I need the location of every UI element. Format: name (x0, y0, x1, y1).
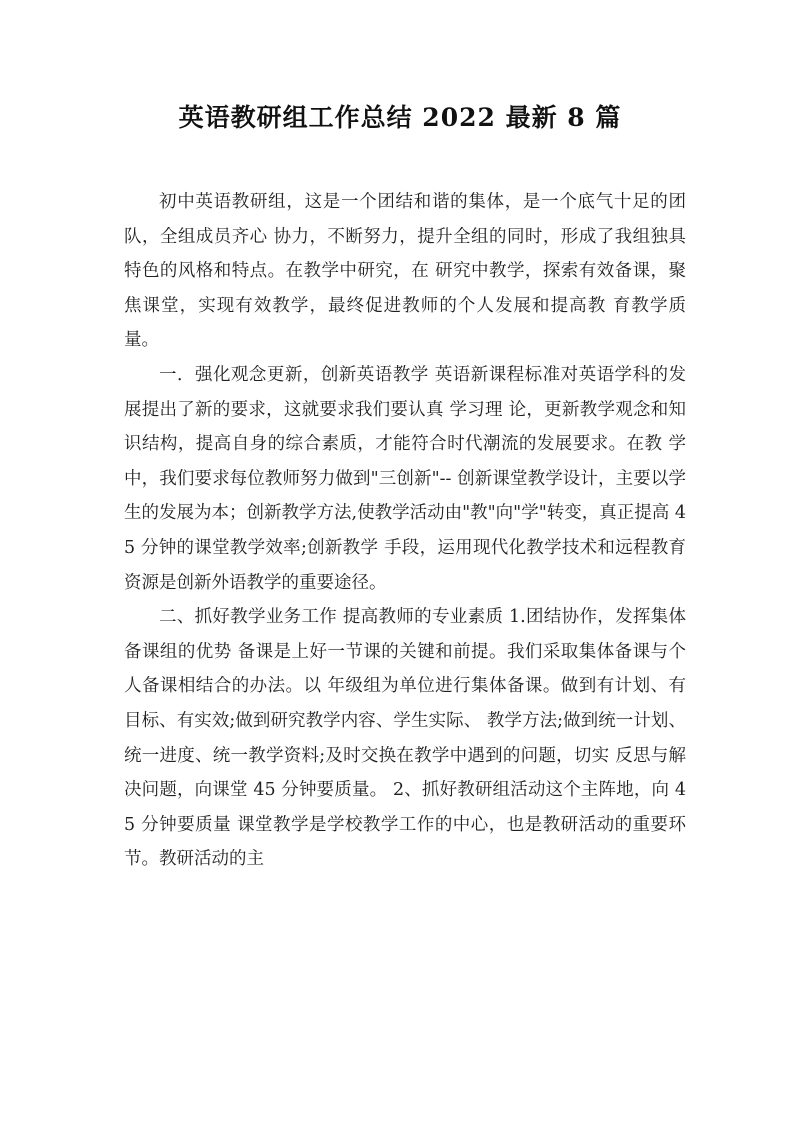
paragraph-section-2: 二、抓好教学业务工作 提高教师的专业素质 1.团结协作，发挥集体备课组的优势 备课是上好一节课的关键和前提。我们采取集体备课与个人备课相结合的办法。以 年级组为单位进行集体备课。做到有计划、有目标、有实效;做到研究教学内容、学生实际、 教学方法;做到统一计划、统一进度、统一教学资料;及时交换在教学中遇到的问题，切实 反思与解决问题，向课堂 45 分钟要质量。 2、抓好教研组活动这个主阵地，向 45 分钟要质量 课堂教学是学校教学工作的中心，也是教研活动的重要环节。教研活动的主 (124, 607, 686, 870)
document-body (124, 185, 686, 877)
paragraph-intro: 初中英语教研组，这是一个团结和谐的集体，是一个底气十足的团队，全组成员齐心 协力，不断努力，提升全组的同时，形成了我组独具特色的风格和特点。在教学中研究，在 研究中教学，探索有效备课，聚焦课堂，实现有效教学，最终促进教师的个人发展和提高教 育教学质量。 (124, 192, 686, 351)
document-title: 英语教研组工作总结 2022 最新 8 篇 (178, 103, 622, 132)
paragraph-section-1: 一．强化观念更新，创新英语教学 英语新课程标准对英语学科的发展提出了新的要求，这就要求我们要认真 学习理 论，更新教学观念和知识结构，提高自身的综合素质，才能符合时代潮流的发展要求。在教 学中，我们要求每位教师努力做到"三创新"-- 创新课堂教学设计，主要以学生的发展为本；创新教学方法,使教学活动由"教"向"学"转变，真正提高 45 分钟的课堂教学效率;创新教学 手段，运用现代化教学技术和远程教育资源是创新外语教学的重要途径。 (124, 364, 686, 593)
